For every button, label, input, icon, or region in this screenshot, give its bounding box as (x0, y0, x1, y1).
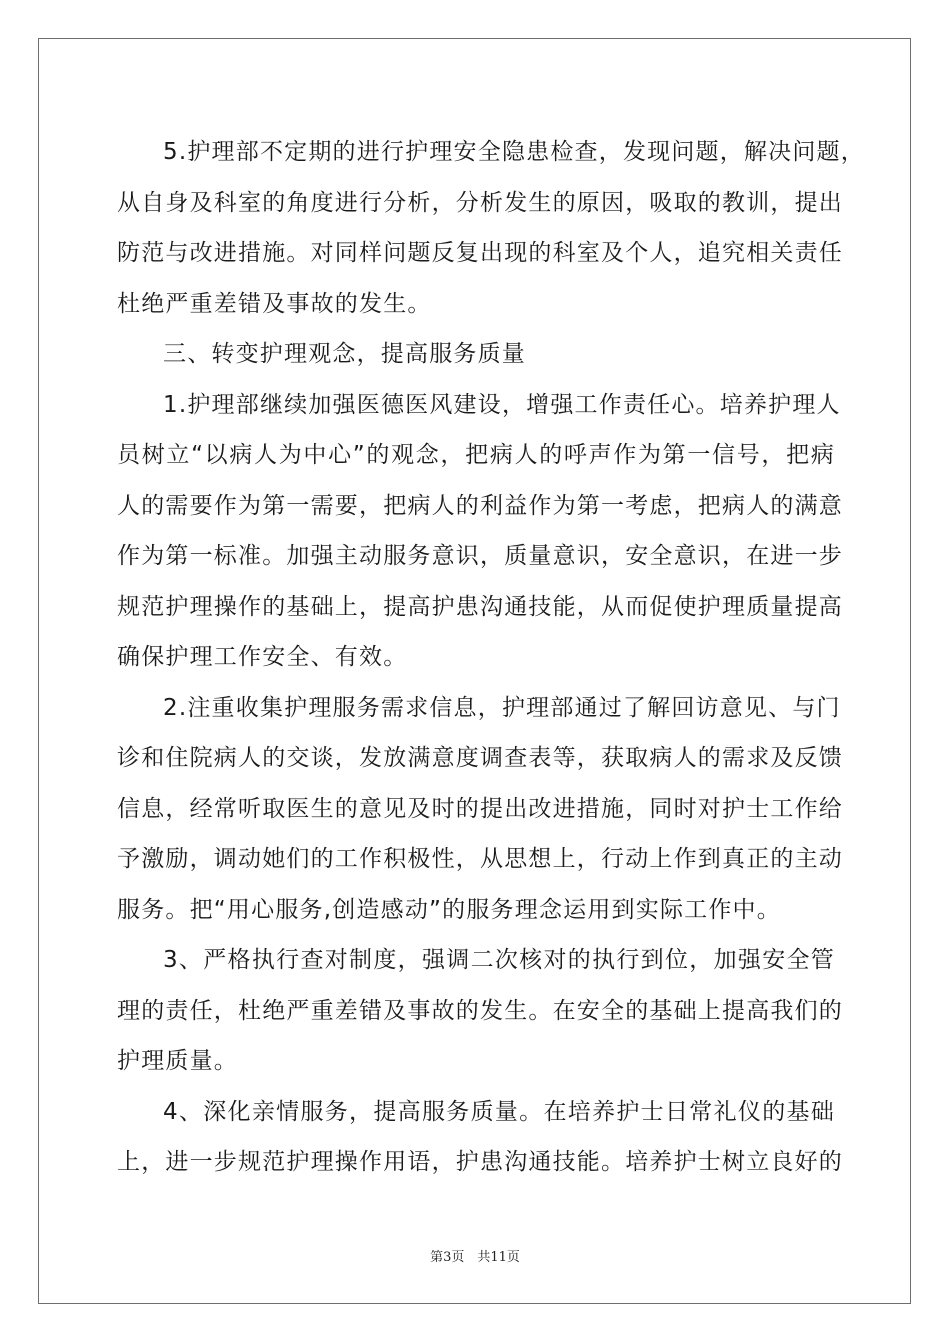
page-footer: 第3页 共11页 (430, 1250, 520, 1265)
text-line: 信息，经常听取医生的意见及时的提出改进措施，同时对护士工作给 (117, 795, 843, 822)
text-line: 1.护理部继续加强医德医风建设，增强工作责任心。培养护理人 (163, 391, 841, 418)
text-line: 4、深化亲情服务，提高服务质量。在培养护士日常礼仪的基础 (163, 1098, 835, 1125)
text-line: 5.护理部不定期的进行护理安全隐患检查，发现问题，解决问题， (163, 139, 865, 165)
text-line: 从自身及科室的角度进行分析，分析发生的原因，吸取的教训，提出 (117, 189, 843, 216)
section-heading: 三、转变护理观念，提高服务质量 (163, 341, 526, 367)
text-line: 护理质量。 (117, 1048, 238, 1074)
text-line: 3、严格执行查对制度，强调二次核对的执行到位，加强安全管 (163, 947, 835, 973)
text-line: 人的需要作为第一需要，把病人的利益作为第一考虑，把病人的满意 (117, 492, 843, 519)
text-line: 理的责任，杜绝严重差错及事故的发生。在安全的基础上提高我们的 (117, 997, 843, 1024)
text-line: 确保护理工作安全、有效。 (117, 644, 408, 670)
text-line: 防范与改进措施。对同样问题反复出现的科室及个人，追究相关责任 (117, 240, 843, 266)
text-line: 员树立“以病人为中心”的观念，把病人的呼声作为第一信号，把病 (117, 442, 835, 468)
text-line: 予激励，调动她们的工作积极性，从思想上，行动上作到真正的主动 (117, 846, 843, 872)
text-line: 上，进一步规范护理操作用语，护患沟通技能。培养护士树立良好的 (117, 1149, 843, 1175)
text-line: 规范护理操作的基础上，提高护患沟通技能，从而促使护理质量提高 (117, 593, 843, 620)
text-line: 诊和住院病人的交谈，发放满意度调查表等，获取病人的需求及反馈 (117, 745, 843, 771)
text-line: 服务。把“用心服务,创造感动”的服务理念运用到实际工作中。 (117, 896, 781, 923)
text-line: 杜绝严重差错及事故的发生。 (117, 290, 432, 317)
text-line: 2.注重收集护理服务需求信息，护理部通过了解回访意见、与门 (163, 694, 841, 721)
document-body (117, 127, 865, 1188)
text-line: 作为第一标准。加强主动服务意识，质量意识，安全意识，在进一步 (117, 543, 843, 569)
